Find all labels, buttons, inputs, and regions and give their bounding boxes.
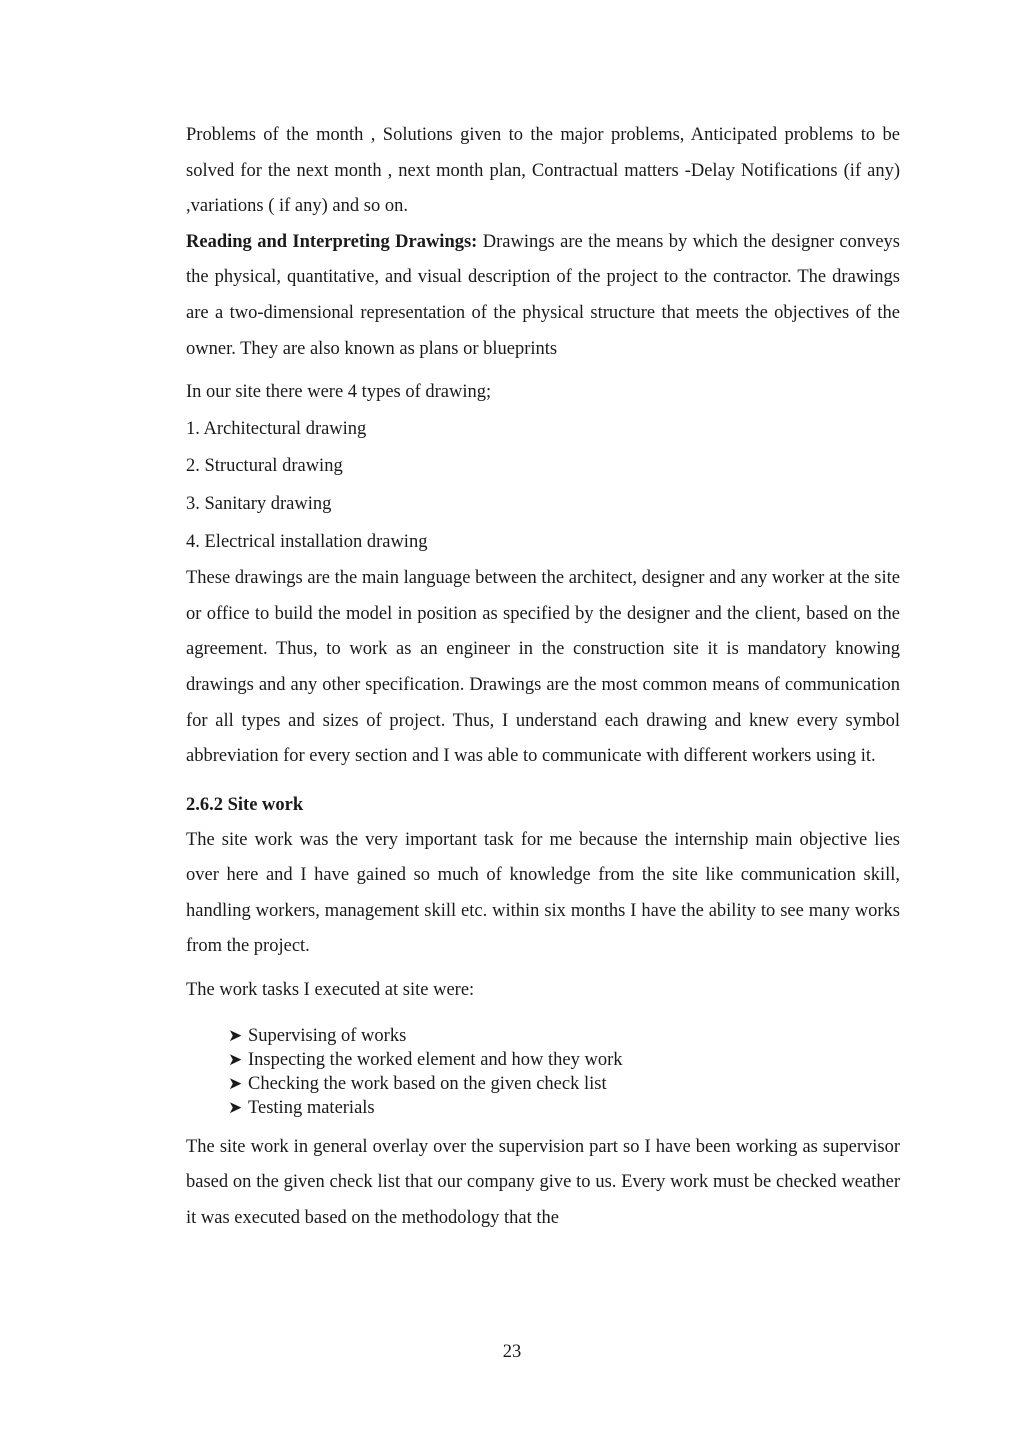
arrow-bullet-icon: ➤: [228, 1097, 243, 1117]
task-label: Supervising of works: [248, 1025, 407, 1046]
arrow-bullet-icon: ➤: [228, 1025, 243, 1045]
drawings-heading: Reading and Interpreting Drawings:: [186, 231, 478, 252]
tasks-list: [186, 1024, 900, 1120]
drawing-type-item: 1. Architectural drawing: [186, 418, 367, 439]
list-item: [230, 1024, 900, 1048]
types-intro: In our site there were 4 types of drawing;: [186, 382, 492, 403]
section-heading: 2.6.2 Site work: [186, 794, 304, 815]
drawing-type-item: 3. Sanitary drawing: [186, 493, 332, 514]
drawing-type-item: 4. Electrical installation drawing: [186, 531, 428, 552]
tasks-intro: The work tasks I executed at site were:: [186, 980, 475, 1001]
arrow-bullet-icon: ➤: [228, 1049, 243, 1069]
intro-paragraph: Problems of the month , Solutions given to the major problems, Anticipated problems to be solved for the next month , next month plan, Contractual matters -Delay Notifications (if any) ,variations ( if any) and so on.: [186, 125, 900, 217]
task-label: Inspecting the worked element and how they work: [248, 1049, 623, 1070]
drawings-text: Drawings are the means by which the designer conveys the physical, quantitative, and visual description of the project to the contractor. The drawings are a two-dimensional representation of the physical structure that meets the objectives of the owner. They are also known as plans or blueprints: [186, 231, 901, 359]
task-label: Checking the work based on the given check list: [248, 1073, 607, 1094]
page-number: 23: [502, 1342, 522, 1362]
list-item: [230, 1048, 900, 1072]
arrow-bullet-icon: ➤: [228, 1073, 243, 1093]
drawing-type-item: 2. Structural drawing: [186, 456, 343, 477]
list-item: [230, 1096, 900, 1120]
list-item: [230, 1072, 900, 1096]
drawings-paragraph: [186, 225, 900, 367]
language-paragraph: These drawings are the main language between the architect, designer and any worker at the site or office to build the model in position as specified by the designer and the client, based on the agreement. Thus, to work as an engineer in the construction site it is mandatory knowing drawings and any other specification. Drawings are the most common means of communication for all types and sizes of project. Thus, I understand each drawing and knew every symbol abbreviation for every section and I was able to communicate with different workers using it.: [186, 568, 900, 767]
closing-paragraph: The site work in general overlay over the supervision part so I have been working as supervisor based on the given check list that our company give to us. Every work must be checked weather it was executed based on the methodology that the: [186, 1136, 900, 1228]
task-label: Testing materials: [248, 1097, 375, 1118]
site-work-paragraph: The site work was the very important task for me because the internship main objective lies over here and I have gained so much of knowledge from the site like communication skill, handling workers, management skill etc. within six months I have the ability to see many works from the project.: [186, 829, 900, 957]
document-page: [186, 118, 900, 1236]
